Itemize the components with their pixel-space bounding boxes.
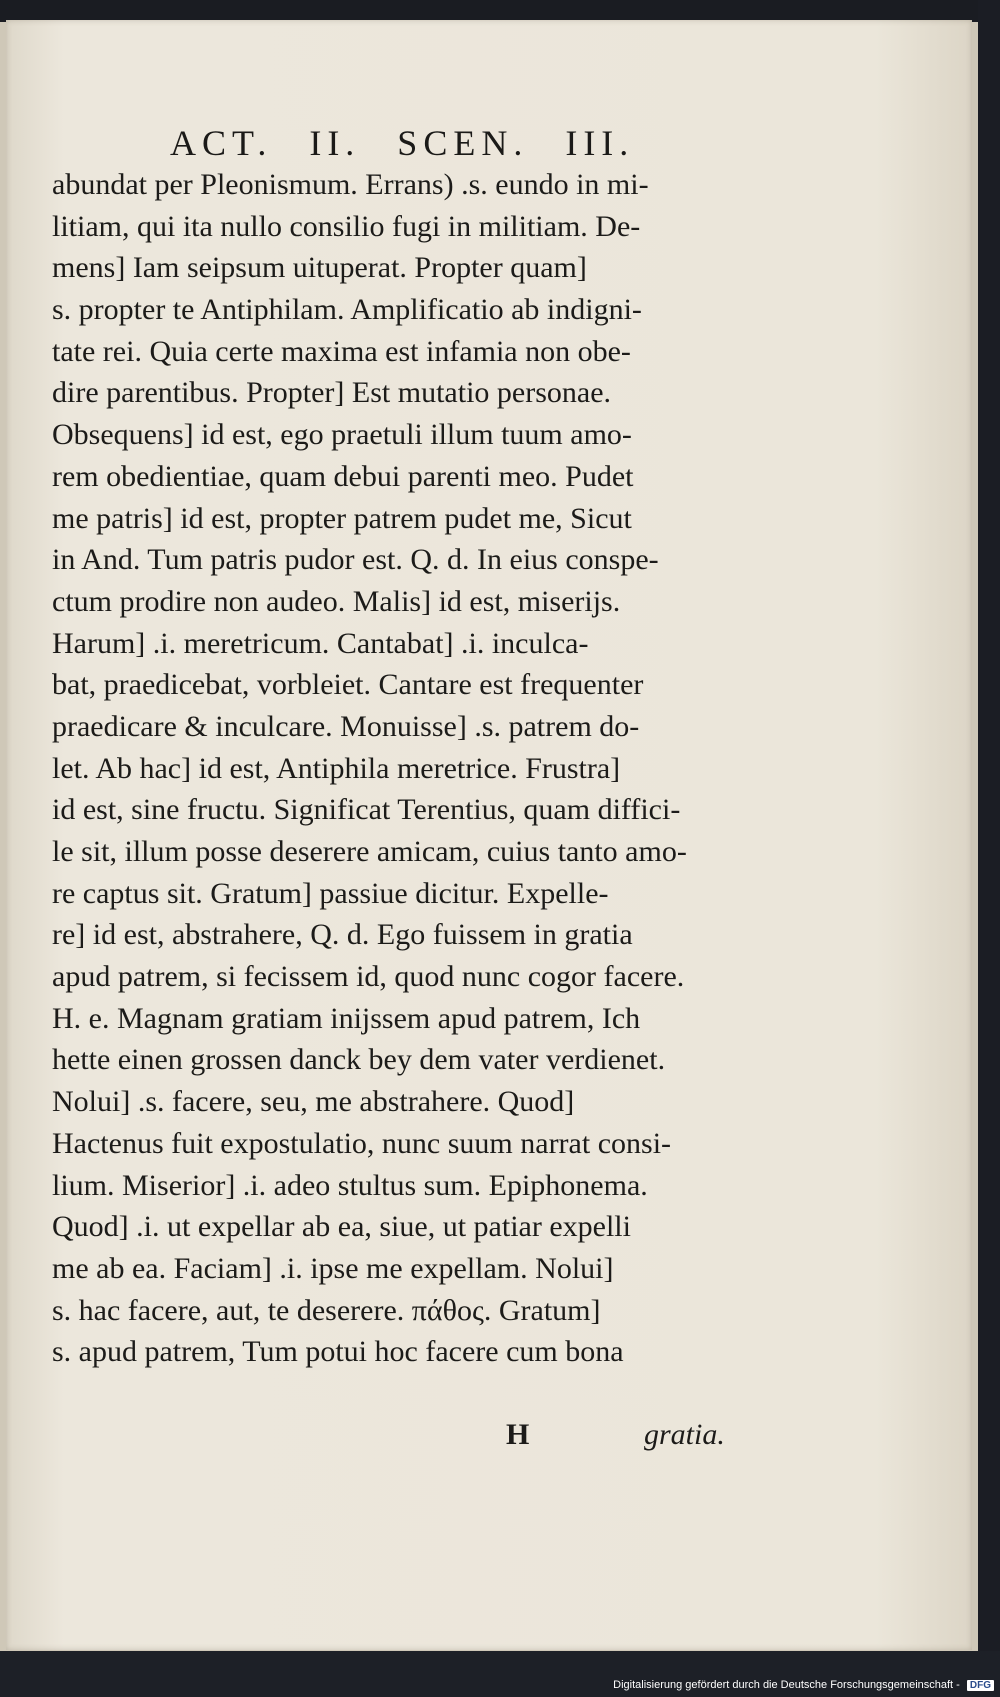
text-line: me patris] id est, propter patrem pudet me, Sicut — [52, 501, 632, 535]
text-line: H. e. Magnam gratiam inijssem apud patrem, Ich — [52, 1001, 641, 1035]
text-line: Obsequens] id est, ego praetuli illum tuum amo- — [52, 418, 632, 452]
text-line: litiam, qui ita nullo consilio fugi in militiam. De- — [52, 209, 641, 243]
text-line: apud patrem, si fecissem id, quod nunc cogor facere. — [52, 960, 685, 994]
text-line: Hactenus fuit expostulatio, nunc suum narrat consi- — [52, 1126, 672, 1160]
text-line: in And. Tum patris pudor est. Q. d. In eius conspe- — [52, 543, 659, 577]
text-line: Quod] .i. ut expellar ab ea, siue, ut patiar expelli — [52, 1210, 631, 1244]
text-line: Nolui] .s. facere, seu, me abstrahere. Quod] — [52, 1085, 575, 1119]
text-line: lium. Miserior] .i. adeo stultus sum. Epiphonema. — [52, 1168, 648, 1202]
scan-border-top — [0, 0, 1000, 22]
text-line: tate rei. Quia certe maxima est infamia non obe- — [52, 334, 631, 368]
catchword: gratia. — [644, 1418, 725, 1451]
text-line: le sit, illum posse deserere amicam, cuius tanto amo- — [52, 835, 687, 868]
scan-border-right — [978, 0, 1000, 1697]
text-line: let. Ab hac] id est, Antiphila meretrice. Frustra] — [52, 751, 621, 785]
text-line: me ab ea. Faciam] .i. ipse me expellam. Nolui] — [52, 1251, 614, 1285]
running-head: ACT. II. SCEN. III. — [170, 123, 635, 163]
commentary-text — [52, 164, 762, 1373]
text-line: re] id est, abstrahere, Q. d. Ego fuissem in gratia — [52, 918, 633, 952]
credit-text: Digitalisierung gefördert durch die Deutsche Forschungsgemeinschaft - — [613, 1679, 960, 1691]
text-line: s. hac facere, aut, te deserere. πάθος. Gratum] — [52, 1293, 601, 1327]
text-line: id est, sine fructu. Significat Terentius, quam diffici- — [52, 793, 681, 827]
text-line: hette einen grossen danck bey dem vater verdienet. — [52, 1043, 666, 1077]
text-line: s. propter te Antiphilam. Amplificatio ab indigni- — [52, 293, 642, 327]
text-line: abundat per Pleonismum. Errans) .s. eundo in mi- — [52, 168, 649, 201]
digitization-credit — [613, 1679, 994, 1691]
dfg-logo-icon: DFG — [967, 1680, 994, 1691]
text-line: Harum] .i. meretricum. Cantabat] .i. inculca- — [52, 626, 589, 660]
book-page — [6, 20, 972, 1650]
text-line: bat, praedicebat, vorbleiet. Cantare est frequenter — [52, 668, 644, 702]
text-line: s. apud patrem, Tum potui hoc facere cum bona — [52, 1335, 624, 1369]
text-line: rem obedientiae, quam debui parenti meo. Pudet — [52, 459, 634, 493]
text-line: mens] Iam seipsum uituperat. Propter quam] — [52, 251, 587, 285]
signature-mark: H — [506, 1418, 530, 1451]
text-line: dire parentibus. Propter] Est mutatio personae. — [52, 376, 612, 410]
text-line: ctum prodire non audeo. Malis] id est, miserijs. — [52, 584, 621, 618]
text-line: re captus sit. Gratum] passiue dicitur. Expelle- — [52, 876, 609, 910]
text-line: praedicare & inculcare. Monuisse] .s. patrem do- — [52, 709, 640, 743]
